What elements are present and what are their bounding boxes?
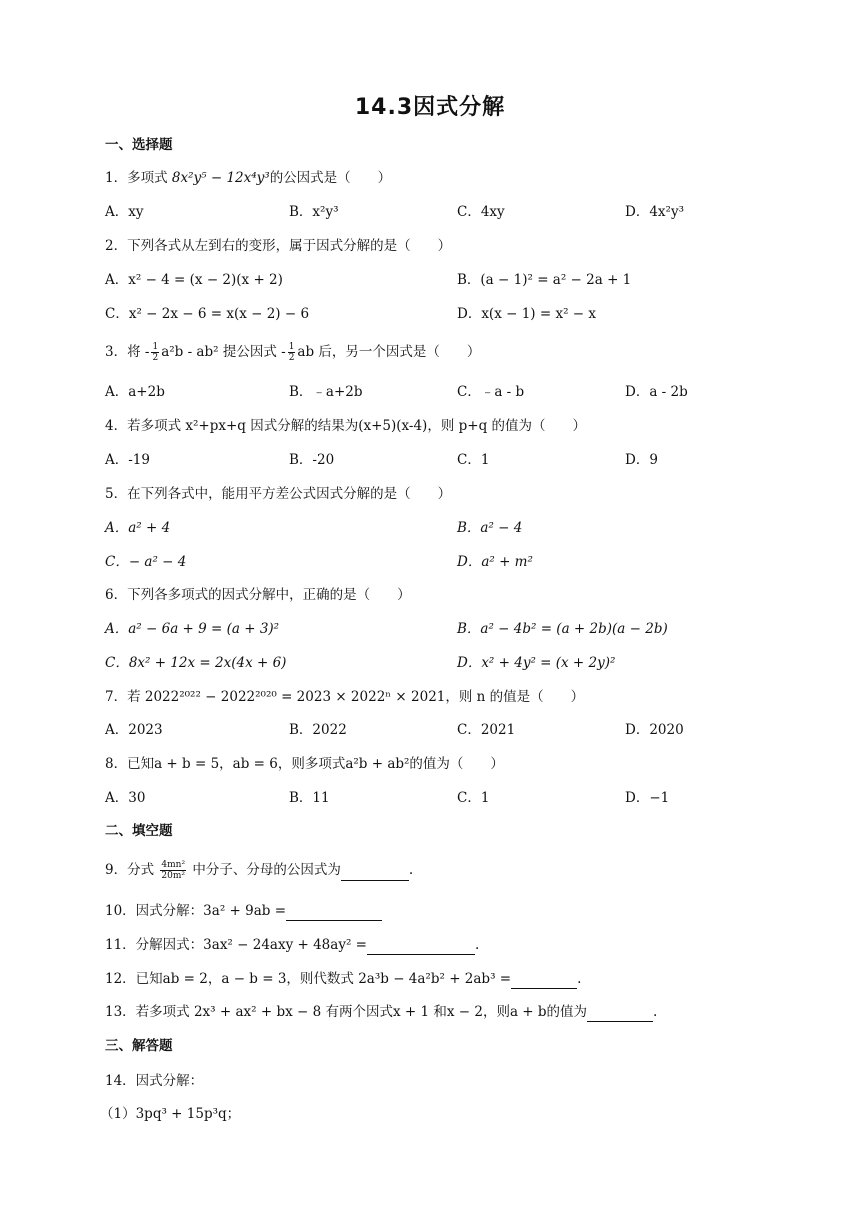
fraction-denominator: 2	[152, 353, 159, 363]
option-a: A．2023	[105, 722, 163, 738]
question-3-options	[105, 382, 705, 402]
option-d: D．2020	[625, 722, 684, 738]
fraction-numerator: 1	[288, 342, 295, 352]
answer-blank[interactable]	[341, 866, 409, 881]
option-c: C．1	[457, 452, 490, 468]
question-11	[105, 935, 479, 955]
fraction-numerator: 4mn²	[161, 860, 186, 870]
fraction-expression	[160, 860, 186, 881]
option-b: B．11	[289, 790, 330, 806]
question-9-prefix: 9．分式	[105, 862, 159, 878]
question-1-expression: 8x²y⁵ − 12x⁴y³	[171, 170, 270, 186]
option-d: D．a² + m²	[457, 554, 533, 570]
option-b: B．-20	[289, 452, 335, 468]
question-7: 7．若 2022²⁰²² − 2022²⁰²⁰ = 2023 × 2022ⁿ × 2021，则 n 的值是（ ）	[105, 689, 585, 705]
answer-blank[interactable]	[367, 940, 475, 955]
question-3-suffix: ab 后，另一个因式是（ ）	[297, 344, 481, 360]
question-2-options-row2	[105, 304, 705, 324]
question-3-middle: a²b - ab² 提公因式 -	[161, 344, 286, 360]
option-b: B．2022	[289, 722, 347, 738]
option-d: D．a - 2b	[625, 384, 688, 400]
question-12-end: .	[577, 971, 582, 987]
question-1-suffix: 的公因式是（ ）	[269, 170, 392, 186]
question-13-end: .	[653, 1004, 658, 1020]
fraction-denominator: 20m²	[161, 871, 186, 881]
option-a: A．-19	[105, 452, 150, 468]
option-d: D．x(x − 1) = x² − x	[457, 306, 596, 322]
question-5: 5．在下列各式中，能用平方差公式因式分解的是（ ）	[105, 486, 452, 502]
question-4: 4．若多项式 x²+px+q 因式分解的结果为(x+5)(x-4)，则 p+q 的值为（ ）	[105, 418, 587, 434]
option-c: C．2021	[457, 722, 516, 738]
option-b: B．(a − 1)² = a² − 2a + 1	[457, 272, 632, 288]
question-11-text: 11．分解因式：3ax² − 24axy + 48ay² =	[105, 937, 367, 953]
option-b: B．a² − 4	[457, 520, 523, 536]
option-b: B．a² − 4b² = (a + 2b)(a − 2b)	[457, 621, 668, 637]
question-10	[105, 901, 382, 921]
option-c: C．4xy	[457, 204, 505, 220]
question-8-options	[105, 788, 705, 808]
option-a: A．a+2b	[105, 384, 165, 400]
option-c: C．− a² − 4	[105, 554, 187, 570]
question-10-text: 10．因式分解：3a² + 9ab =	[105, 903, 287, 919]
answer-blank[interactable]	[286, 906, 382, 921]
question-5-options-row1	[105, 518, 705, 538]
question-12	[105, 969, 581, 989]
question-1-prefix: 1．多项式	[105, 170, 172, 186]
fraction-one-half	[151, 342, 159, 363]
option-a: A．x² − 4 = (x − 2)(x + 2)	[105, 272, 283, 288]
question-9-end: .	[408, 862, 414, 878]
question-2: 2．下列各式从左到右的变形，属于因式分解的是（ ）	[105, 238, 452, 254]
question-3-prefix: 3．将 -	[105, 344, 150, 360]
option-c: C．1	[457, 790, 490, 806]
question-5-options-row2	[105, 552, 705, 572]
fraction-denominator: 2	[288, 353, 295, 363]
question-2-options-row1	[105, 270, 705, 290]
option-c: C．x² − 2x − 6 = x(x − 2) − 6	[105, 306, 310, 322]
question-4-options	[105, 450, 705, 470]
section-heading-solution: 三、解答题	[105, 1038, 173, 1054]
question-1-options	[105, 202, 705, 222]
question-14-part-1: （1）3pq³ + 15p³q；	[100, 1106, 241, 1122]
fraction-numerator: 1	[152, 342, 159, 352]
section-heading-choice: 一、选择题	[105, 137, 173, 153]
answer-blank[interactable]	[587, 1007, 653, 1022]
question-13-text: 13．若多项式 2x³ + ax² + bx − 8 有两个因式x + 1 和x − 2，则a + b的值为	[105, 1004, 588, 1020]
option-a: A．xy	[105, 204, 144, 220]
option-d: D．−1	[625, 790, 670, 806]
question-11-end: .	[474, 937, 480, 953]
option-d: D．x² + 4y² = (x + 2y)²	[457, 655, 616, 671]
answer-blank[interactable]	[511, 974, 577, 989]
question-6-options-row1	[105, 619, 705, 639]
question-6: 6．下列各多项式的因式分解中，正确的是（ ）	[105, 587, 411, 603]
option-a: A．30	[105, 790, 146, 806]
option-c: C．﹣a - b	[457, 384, 525, 400]
question-8: 8．已知a + b = 5，ab = 6，则多项式a²b + ab²的值为（ ）	[105, 756, 504, 772]
option-b: B．x²y³	[289, 204, 339, 220]
question-13	[105, 1002, 657, 1022]
option-a: A．a² + 4	[105, 520, 171, 536]
question-7-options	[105, 720, 705, 740]
option-b: B．﹣a+2b	[289, 384, 363, 400]
option-d: D．9	[625, 452, 658, 468]
question-6-options-row2	[105, 653, 705, 673]
question-9-suffix: 中分子、分母的公因式为	[188, 862, 341, 878]
section-heading-fill-in: 二、填空题	[105, 823, 173, 839]
option-d: D．4x²y³	[625, 204, 684, 220]
page-title: 14.3因式分解	[354, 95, 506, 120]
question-12-text: 12．已知ab = 2，a − b = 3，则代数式 2a³b − 4a²b² + 2ab³ =	[105, 971, 512, 987]
question-1	[105, 168, 391, 188]
option-a: A．a² − 6a + 9 = (a + 3)²	[105, 621, 280, 637]
question-14: 14．因式分解：	[105, 1073, 204, 1089]
question-9	[105, 860, 413, 881]
question-3	[105, 342, 480, 363]
fraction-one-half	[288, 342, 296, 363]
option-c: C．8x² + 12x = 2x(4x + 6)	[105, 655, 287, 671]
